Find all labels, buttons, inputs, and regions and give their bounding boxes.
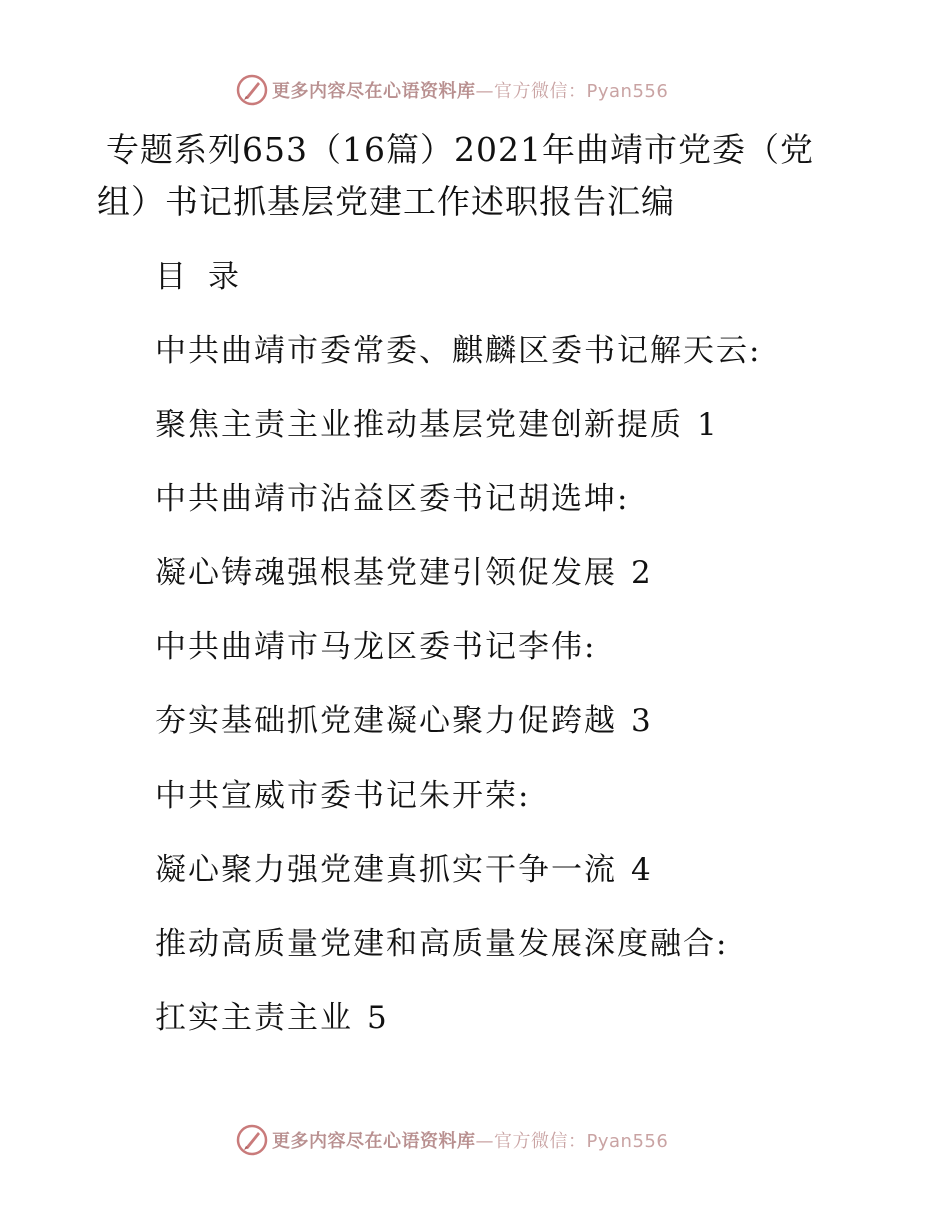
toc-entry — [155, 331, 761, 371]
toc-entry-text: 扛实主责主业 — [155, 1000, 353, 1036]
toc-entry-text: 中共曲靖市委常委、麒麟区委书记解天云: — [155, 333, 762, 369]
toc-page-number: 3 — [631, 703, 653, 739]
toc-entry-text: 推动高质量党建和高质量发展深度融合: — [155, 926, 729, 962]
quill-pen-logo-icon — [236, 74, 268, 106]
toc-entry-text: 中共宣威市委书记朱开荣: — [155, 778, 531, 814]
toc-entry — [155, 553, 653, 593]
banner-text — [272, 1127, 668, 1153]
toc-heading-char-2: 录 — [208, 259, 239, 295]
banner-wechat-id: Pyan556 — [586, 1131, 669, 1152]
toc-entry — [155, 998, 389, 1038]
header-banner — [236, 73, 668, 107]
toc-entry-text: 中共曲靖市沾益区委书记胡选坤: — [155, 481, 630, 517]
footer-banner — [236, 1123, 668, 1157]
toc-entry-text: 聚焦主责主业推动基层党建创新提质 — [155, 407, 683, 443]
toc-entry-text: 中共曲靖市马龙区委书记李伟: — [155, 629, 597, 665]
banner-text — [272, 77, 668, 103]
banner-wechat-label: 官方微信： — [494, 81, 587, 102]
toc-heading-char-1: 目 — [155, 259, 186, 295]
toc-entry — [155, 701, 653, 741]
toc-page-number: 5 — [367, 1000, 389, 1036]
toc-page-number: 4 — [631, 852, 653, 888]
banner-separator: — — [475, 81, 494, 102]
banner-wechat-id: Pyan556 — [586, 81, 669, 102]
toc-page-number: 1 — [697, 407, 719, 443]
toc-entry — [155, 924, 728, 964]
toc-entry-text: 夯实基础抓党建凝心聚力促跨越 — [155, 703, 617, 739]
toc-entry — [155, 405, 719, 445]
banner-separator: — — [475, 1131, 494, 1152]
document-title: 专题系列653（16篇）2021年曲靖市党委（党组）书记抓基层党建工作述职报告汇编 — [97, 130, 814, 221]
toc-entry — [155, 850, 653, 890]
toc-page-number: 2 — [631, 555, 653, 591]
toc-entry-text: 凝心聚力强党建真抓实干争一流 — [155, 852, 617, 888]
banner-main-text: 更多内容尽在心语资料库 — [272, 1131, 476, 1152]
banner-wechat-label: 官方微信： — [494, 1131, 587, 1152]
banner-main-text: 更多内容尽在心语资料库 — [272, 81, 476, 102]
toc-heading — [155, 257, 239, 297]
toc-entry-text: 凝心铸魂强根基党建引领促发展 — [155, 555, 617, 591]
toc-entry — [155, 776, 530, 816]
toc-entry — [155, 479, 629, 519]
toc-entry — [155, 627, 596, 667]
quill-pen-logo-icon — [236, 1124, 268, 1156]
